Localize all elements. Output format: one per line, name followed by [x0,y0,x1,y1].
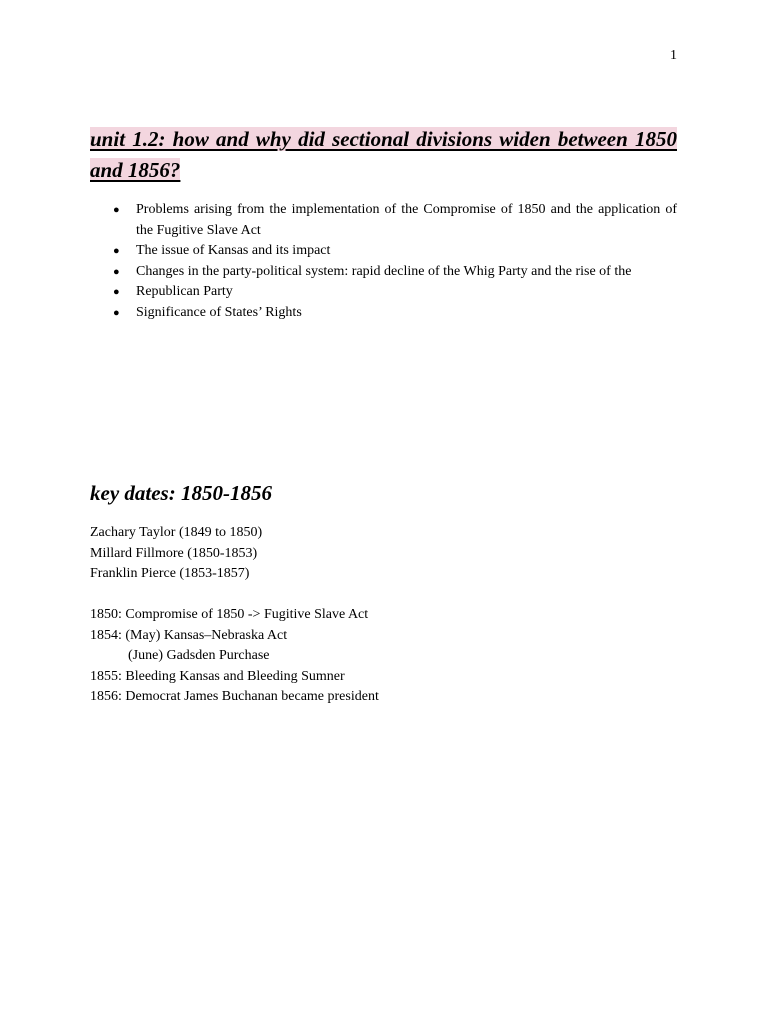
unit-heading [90,124,677,186]
bullet-icon: ● [113,265,120,278]
unit-bullet-list [90,200,677,323]
bullet-item [90,282,677,303]
bullet-text: Republican Party [136,284,233,299]
date-item: 1855: Bleeding Kansas and Bleeding Sumner [90,668,345,684]
presidents-list [90,523,262,585]
unit-heading-text: unit 1.2: how and why did sectional divisions widen between 1850 and 1856? [90,127,677,182]
bullet-item [90,262,677,283]
bullet-text: Changes in the party-political system: rapid decline of the Whig Party and the rise of the [136,263,632,279]
bullet-icon: ● [113,306,120,319]
date-item: 1856: Democrat James Buchanan became president [90,689,379,704]
page-number: 1 [670,48,677,63]
president-item: Millard Fillmore (1850-1853) [90,545,258,561]
bullet-item [90,241,677,262]
bullet-item [90,303,677,324]
bullet-icon: ● [113,286,120,298]
president-item: Franklin Pierce (1853-1857) [90,566,250,581]
bullet-icon: ● [113,245,120,257]
date-item: (June) Gadsden Purchase [128,648,270,663]
bullet-icon: ● [113,204,120,216]
key-dates-heading: key dates: 1850-1856 [90,481,272,505]
bullet-text: Significance of States’ Rights [136,304,302,320]
bullet-text: Problems arising from the implementation of the Compromise of 1850 and the application of the Fugitive Slave Act [136,202,677,238]
key-dates-list [90,605,379,708]
president-item: Zachary Taylor (1849 to 1850) [90,525,263,540]
bullet-item [90,200,677,241]
date-item: 1854: (May) Kansas–Nebraska Act [90,627,288,643]
bullet-text: The issue of Kansas and its impact [136,243,331,258]
date-item: 1850: Compromise of 1850 -> Fugitive Slave Act [90,607,369,622]
